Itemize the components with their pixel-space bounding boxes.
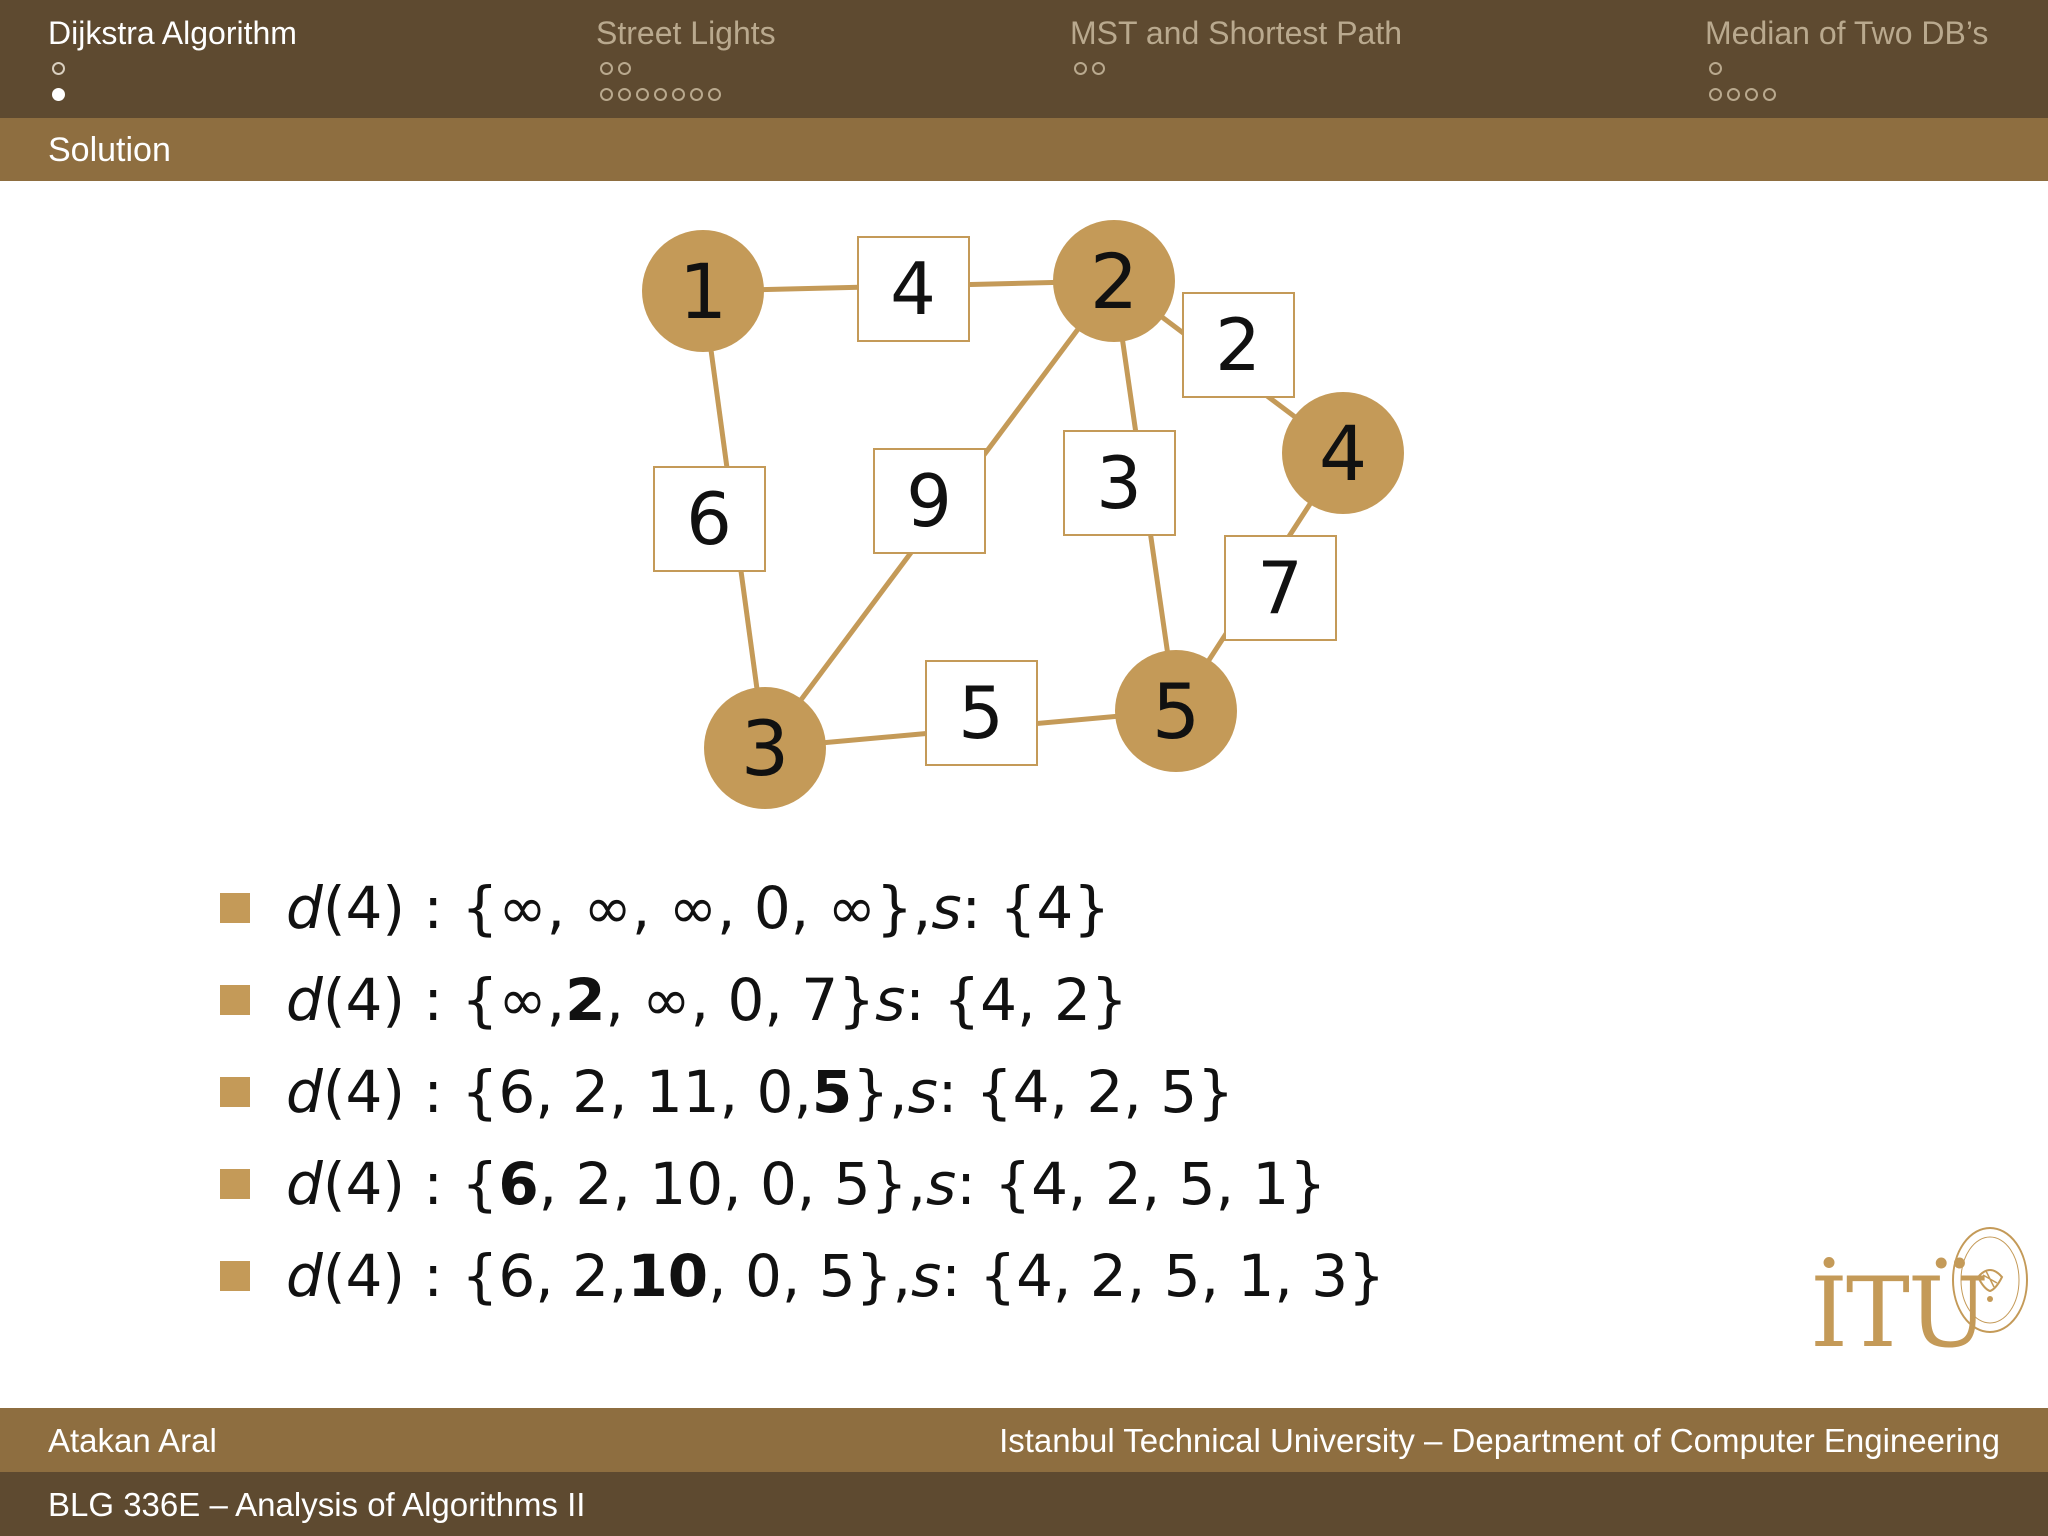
nav-frame-dot[interactable] [672,88,685,101]
course-title: BLG 336E – Analysis of Algorithms II [48,1486,586,1523]
nav-frame-dot[interactable] [618,62,631,75]
nav-frame-dot[interactable] [1092,62,1105,75]
nav-section-median-two-dbs[interactable] [1705,14,1988,104]
nav-frame-dot[interactable] [654,88,667,101]
institute-name: Istanbul Technical University – Department of Computer Engineering [999,1422,2000,1459]
nav-section-title: Dijkstra Algorithm [48,15,297,51]
nav-current-frame-dot[interactable] [52,88,65,101]
nav-section-title: Median of Two DB’s [1705,15,1989,51]
step-text: 6, 2, 11, 0, [498,1058,812,1126]
distance-symbol: d [286,1058,323,1126]
nav-frame-dot[interactable] [52,62,65,75]
nav-frame-dot[interactable] [600,88,613,101]
graph-node-label: 5 [1151,667,1201,756]
nav-frame-dot[interactable] [636,88,649,101]
step-set: : {4, 2, 5, 1, 3} [941,1242,1386,1310]
graph-node-label: 4 [1318,409,1368,498]
distance-symbol: d [286,1150,323,1218]
edge-weight-label: 7 [1257,546,1303,630]
step-text: 6, 2, [498,1242,628,1310]
edge-weight-label: 4 [890,247,936,331]
list-item [220,954,1385,1046]
weighted-graph [0,181,2048,821]
footer-course-bar [0,1472,2048,1536]
list-item [220,1138,1385,1230]
distance-symbol: d [286,966,323,1034]
nav-frame-dot[interactable] [600,62,613,75]
set-symbol: s [907,1058,938,1126]
nav-subsection-dots [52,84,297,104]
nav-frame-dot[interactable] [708,88,721,101]
edge-weight-label: 6 [686,477,732,561]
step-text: ∞, [498,966,566,1034]
graph-node-label: 3 [740,704,790,793]
edge-weight-label: 3 [1096,441,1142,525]
bullet-square-icon [220,1077,250,1107]
section-navigation [0,0,2048,118]
nav-subsection-dots [52,58,297,78]
step-set: : {4, 2, 5} [937,1058,1235,1126]
edge-weight-label: 5 [958,671,1004,755]
nav-section-title: Street Lights [596,15,776,51]
nav-frame-dot[interactable] [1745,88,1758,101]
bullet-square-icon [220,985,250,1015]
nav-subsection-dots [600,84,776,104]
nav-frame-dot[interactable] [1074,62,1087,75]
step-text: }, [852,1058,908,1126]
nav-subsection-dots [1709,84,1988,104]
step-highlight: 6 [498,1150,539,1218]
step-set: : {4, 2} [905,966,1128,1034]
step-text: (4) : { [322,966,499,1034]
nav-frame-dot[interactable] [690,88,703,101]
bullet-square-icon [220,1261,250,1291]
nav-frame-dot[interactable] [1709,88,1722,101]
graph-node-label: 1 [678,247,728,336]
step-set: : {4} [961,874,1111,942]
step-text: (4) : { [322,874,499,942]
distance-symbol: d [286,874,323,942]
set-symbol: s [875,966,906,1034]
author-name: Atakan Aral [48,1422,217,1459]
bullet-square-icon [220,1169,250,1199]
list-item [220,1046,1385,1138]
frame-title: Solution [48,131,171,169]
nav-frame-dot[interactable] [1709,62,1722,75]
set-symbol: s [926,1150,957,1218]
list-item [220,1230,1385,1322]
nav-subsection-dots [1074,58,1402,78]
set-symbol: s [911,1242,942,1310]
step-text: ∞, ∞, ∞, 0, ∞ [498,874,876,942]
step-highlight: 5 [811,1058,853,1126]
distance-symbol: d [286,1242,323,1310]
frame-title-bar [0,118,2048,181]
step-highlight: 2 [565,966,606,1034]
bullet-square-icon [220,893,250,923]
nav-frame-dot[interactable] [1727,88,1740,101]
edge-weight-label: 2 [1215,303,1261,387]
university-seal-icon [1950,1225,2030,1335]
footer-author-bar [0,1408,2048,1472]
itu-logo-text: İTÜ [1810,1257,1987,1369]
nav-section-title: MST and Shortest Path [1070,15,1403,51]
list-item [220,862,1385,954]
step-text: (4) : { [322,1058,499,1126]
step-text: }, [875,874,932,942]
step-set: : {4, 2, 5, 1} [956,1150,1327,1218]
nav-section-mst-shortest-path[interactable] [1070,14,1402,78]
nav-subsection-dots [600,58,776,78]
step-text: (4) : { [322,1150,499,1218]
graph-node-label: 2 [1089,237,1139,326]
nav-frame-dot[interactable] [618,88,631,101]
step-text: , 2, 10, 0, 5}, [538,1150,927,1218]
itu-logo [1800,1225,2040,1369]
nav-subsection-dots [1709,58,1988,78]
step-text: , 0, 5}, [708,1242,912,1310]
nav-frame-dot[interactable] [1763,88,1776,101]
dijkstra-steps-list [220,862,1385,1322]
nav-section-street-lights[interactable] [596,14,776,104]
set-symbol: s [931,874,962,942]
nav-section-dijkstra[interactable] [48,14,297,104]
step-highlight: 10 [627,1242,709,1310]
step-text: (4) : { [322,1242,499,1310]
step-text: , ∞, 0, 7} [605,966,876,1034]
edge-weight-label: 9 [906,459,952,543]
